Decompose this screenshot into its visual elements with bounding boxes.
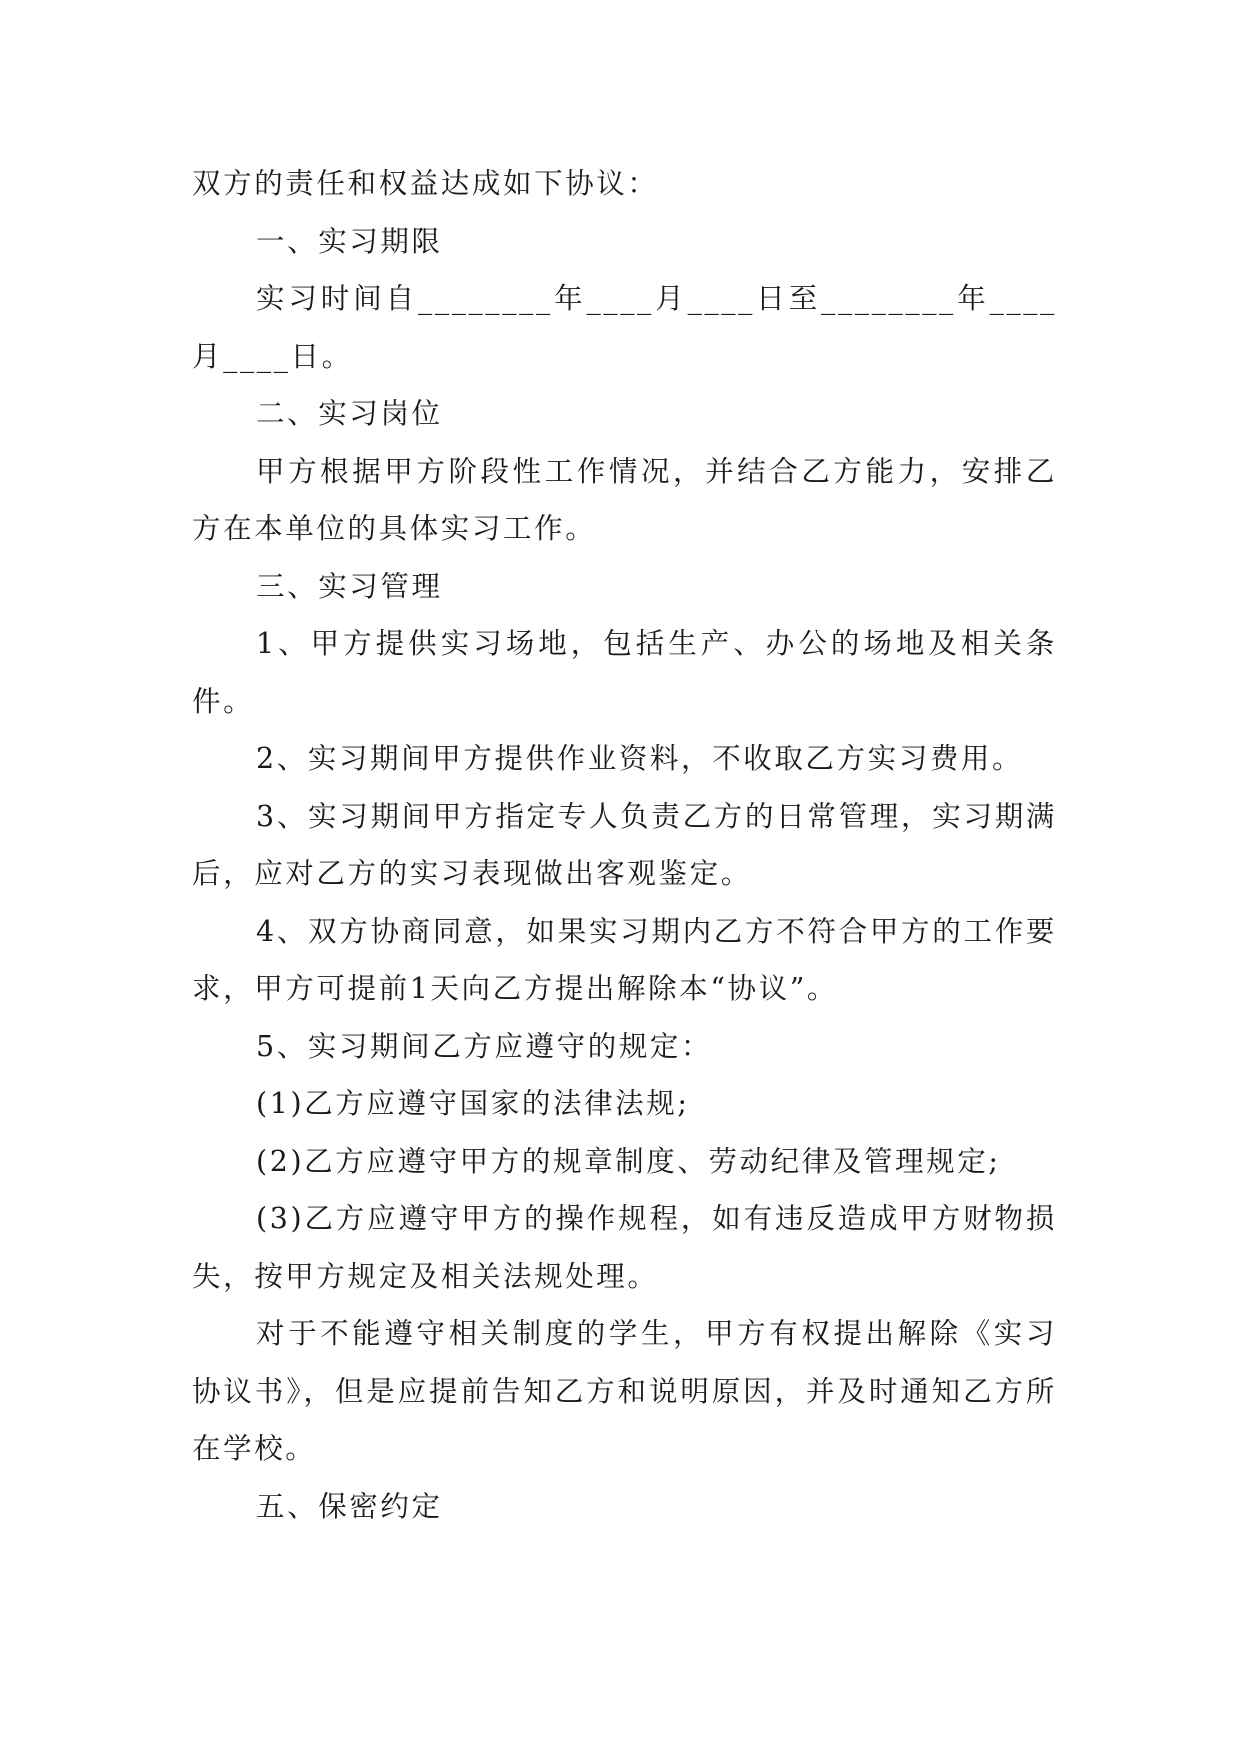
clause-2: 2、实习期间甲方提供作业资料，不收取乙方实习费用。 [256,742,1024,775]
paragraph-intro: 双方的责任和权益达成如下协议： [192,167,659,200]
heading-confidentiality: 五、保密约定 [256,1489,443,1523]
heading-internship-period: 一、实习期限 [256,224,443,258]
subclause-2: (2)乙方应遵守甲方的规章制度、劳动纪律及管理规定; [256,1144,1001,1178]
subclause-3: (3)乙方应遵守甲方的操作规程，如有违反造成甲方财物损失，按甲方规定及相关法规处理。 [192,1202,1057,1293]
heading-internship-position: 二、实习岗位 [256,397,443,430]
clause-5: 5、实习期间乙方应遵守的规定： [256,1029,713,1063]
paragraph-termination: 对于不能遵守相关制度的学生，甲方有权提出解除《实习协议书》，但是应提前告知乙方和说明原因，并及时通知乙方所在学校。 [192,1317,1057,1465]
heading-internship-management: 三、实习管理 [256,569,443,603]
document-body [192,155,1057,1535]
subclause-1: (1)乙方应遵守国家的法律法规; [256,1087,690,1120]
clause-3: 3、实习期间甲方指定专人负责乙方的日常管理，实习期满后，应对乙方的实习表现做出客观鉴定。 [192,799,1057,890]
paragraph-position-arrangement: 甲方根据甲方阶段性工作情况，并结合乙方能力，安排乙方在本单位的具体实习工作。 [192,454,1057,545]
clause-1: 1、甲方提供实习场地，包括生产、办公的场地及相关条件。 [192,627,1057,718]
paragraph-internship-dates: 实习时间自________年____月____日至________年____月____日。 [192,282,1057,373]
clause-4: 4、双方协商同意，如果实习期内乙方不符合甲方的工作要求，甲方可提前1天向乙方提出解除本“协议”。 [192,914,1057,1005]
